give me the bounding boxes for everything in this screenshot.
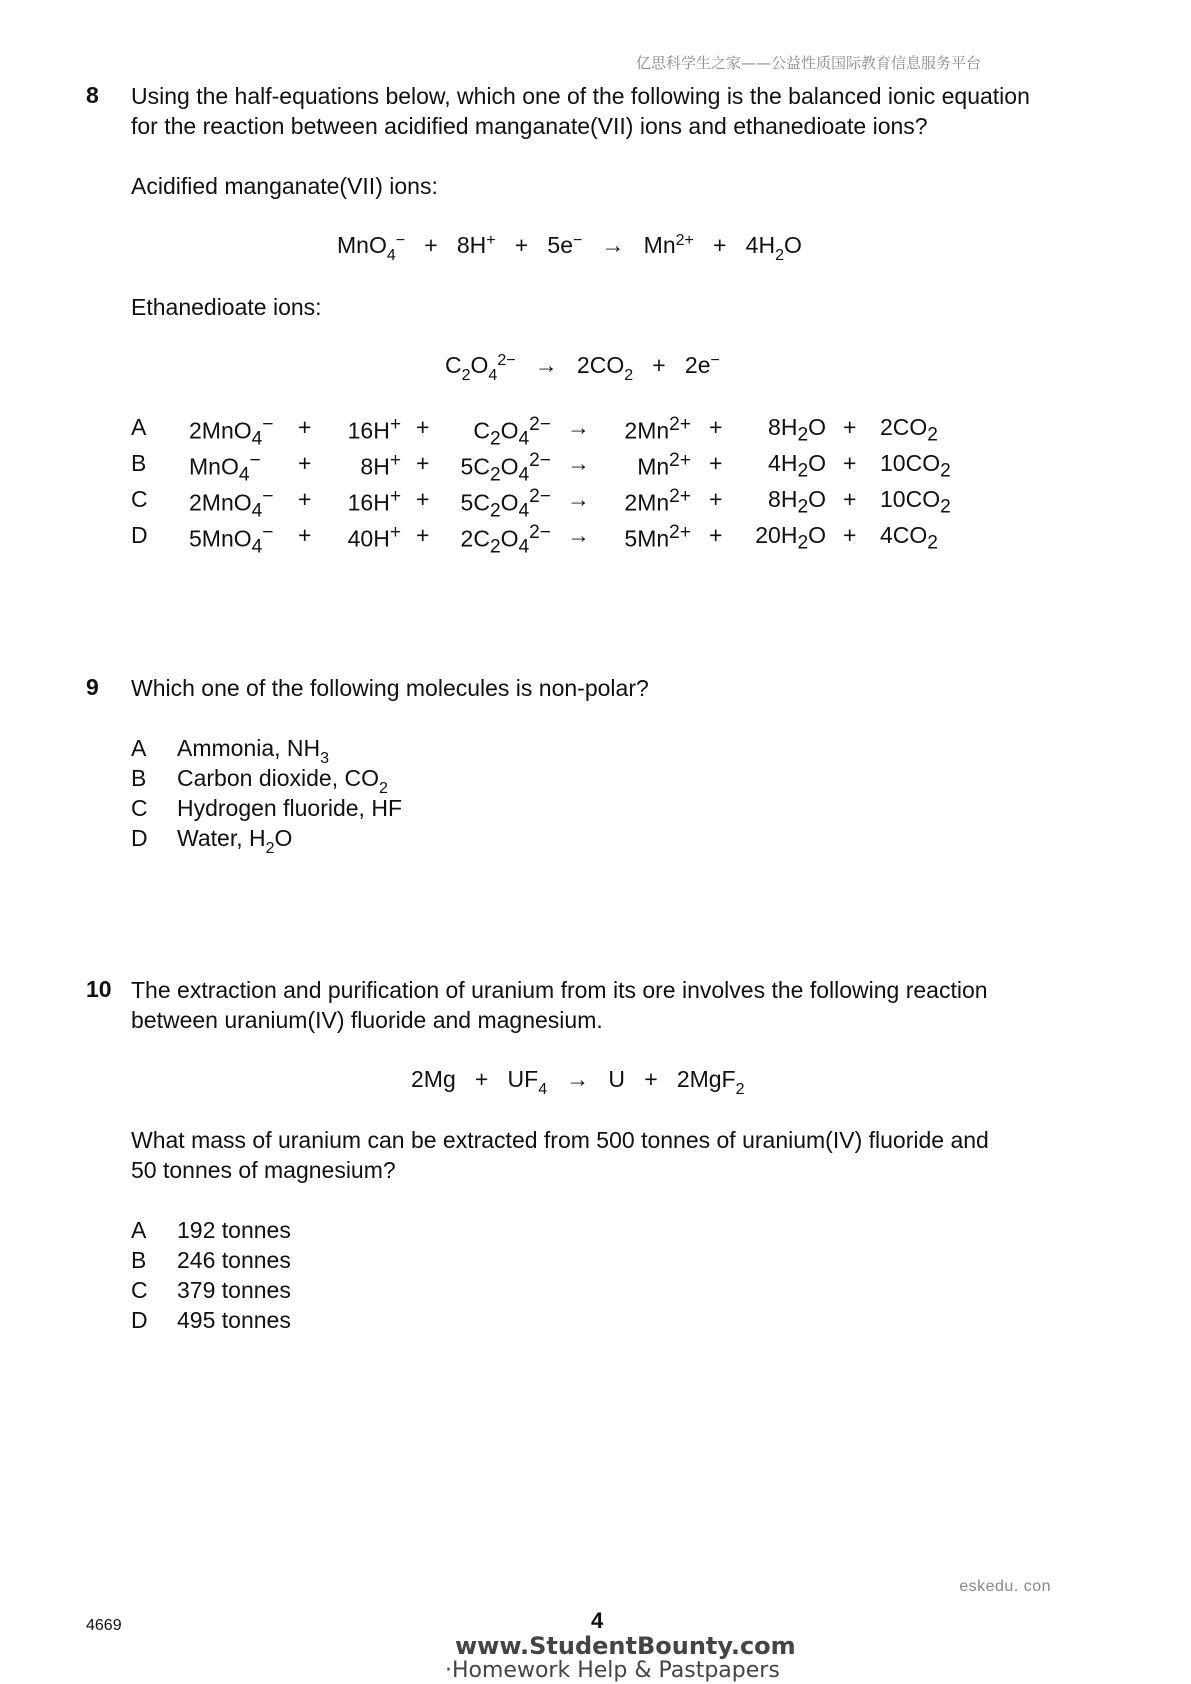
- plus-sign: +: [298, 414, 312, 440]
- option-text: Water, $H_2O$: [177, 825, 293, 857]
- option-reactant-3: $2C_2O_4^{2-}$: [460, 522, 551, 558]
- question-9-number: 9: [86, 674, 99, 700]
- plus-sign: +: [709, 450, 723, 476]
- question-9-text: Which one of the following molecules is non-polar?: [131, 675, 649, 701]
- option-reactant-3: $5C_2O_4^{2-}$: [460, 450, 551, 486]
- option-text: Carbon dioxide, $CO_2$: [177, 765, 388, 797]
- option-reactant-1: 2MnO$_4$−: [189, 486, 274, 522]
- arrow: →: [567, 522, 590, 548]
- paper-code: 4669: [86, 1617, 122, 1634]
- option-product-2: $8H_2O$: [768, 486, 826, 518]
- option-text: Hydrogen fluoride, HF: [177, 795, 402, 821]
- option-letter: B: [131, 450, 147, 476]
- plus-sign: +: [416, 522, 430, 548]
- studentbounty-tagline: ·Homework Help & Pastpapers: [445, 1658, 780, 1683]
- option-text: 495 tonnes: [177, 1307, 291, 1333]
- option-text: Ammonia, $NH_3$: [177, 735, 330, 767]
- half-equation-ethanedioate: $C_2O_4^{2-} \to 2CO_2 + 2e^-$: [445, 352, 720, 384]
- plus-sign: +: [298, 450, 312, 476]
- option-row[interactable]: [131, 414, 971, 448]
- option-reactant-1: 5MnO$_4$−: [189, 522, 274, 558]
- plus-sign: +: [416, 450, 430, 476]
- half-equation-manganate: $MnO_4^- + 8H^+ + 5e^- \to Mn^{2+} + 4H_2O$: [337, 232, 802, 264]
- option-reactant-2: 8H+: [360, 450, 401, 480]
- plus-sign: +: [843, 522, 857, 548]
- option-product-1: $2Mn^{2+}$: [624, 414, 691, 444]
- option-reactant-2: 16H+: [347, 486, 401, 516]
- option-letter: D: [131, 1307, 148, 1333]
- option-letter: B: [131, 1247, 147, 1273]
- label-acidified-manganate: Acidified manganate(VII) ions:: [131, 173, 438, 199]
- plus-sign: +: [709, 522, 723, 548]
- option-letter: B: [131, 765, 147, 791]
- plus-sign: +: [416, 414, 430, 440]
- option-product-1: $2Mn^{2+}$: [624, 486, 691, 516]
- question-10-line-1: The extraction and purification of uranium from its ore involves the following reaction: [131, 977, 988, 1003]
- arrow: →: [567, 486, 590, 512]
- option-letter: A: [131, 735, 147, 761]
- option-reactant-1: MnO$_4$−: [189, 450, 261, 486]
- option-letter: A: [131, 414, 147, 440]
- option-letter: D: [131, 825, 148, 851]
- page-number: 4: [591, 1608, 604, 1633]
- question-8-line-2: for the reaction between acidified manganate(VII) ions and ethanedioate ions?: [131, 113, 928, 139]
- option-letter: C: [131, 795, 148, 821]
- plus-sign: +: [843, 414, 857, 440]
- studentbounty-link[interactable]: www.StudentBounty.com: [455, 1632, 796, 1660]
- plus-sign: +: [298, 486, 312, 512]
- option-product-3: $2CO_2$: [880, 414, 938, 446]
- option-reactant-3: $5C_2O_4^{2-}$: [460, 486, 551, 522]
- arrow: →: [567, 414, 590, 440]
- option-product-3: $10CO_2$: [880, 450, 951, 482]
- option-row[interactable]: [131, 522, 971, 556]
- plus-sign: +: [416, 486, 430, 512]
- option-product-1: $5Mn^{2+}$: [624, 522, 691, 552]
- option-product-2: $4H_2O$: [768, 450, 826, 482]
- option-text: 379 tonnes: [177, 1277, 291, 1303]
- question-8-number: 8: [86, 82, 99, 108]
- option-letter: C: [131, 486, 148, 512]
- option-reactant-2: 16H+: [347, 414, 401, 444]
- label-ethanedioate: Ethanedioate ions:: [131, 294, 322, 320]
- watermark-header: 亿思科学生之家——公益性质国际教育信息服务平台: [635, 54, 981, 72]
- question-10-line-4: 50 tonnes of magnesium?: [131, 1157, 396, 1183]
- option-product-3: $4CO_2$: [880, 522, 938, 554]
- plus-sign: +: [843, 450, 857, 476]
- plus-sign: +: [709, 414, 723, 440]
- option-reactant-3: $C_2O_4^{2-}$: [473, 414, 551, 450]
- plus-sign: +: [298, 522, 312, 548]
- option-letter: C: [131, 1277, 148, 1303]
- option-text: 246 tonnes: [177, 1247, 291, 1273]
- option-reactant-2: 40H+: [347, 522, 401, 552]
- option-product-2: $8H_2O$: [768, 414, 826, 446]
- option-product-3: $10CO_2$: [880, 486, 951, 518]
- option-reactant-1: 2MnO$_4$−: [189, 414, 274, 450]
- option-letter: D: [131, 522, 148, 548]
- question-10-line-2: between uranium(IV) fluoride and magnesium.: [131, 1007, 603, 1033]
- option-row[interactable]: [131, 450, 971, 484]
- question-10-number: 10: [86, 976, 112, 1002]
- question-10-line-3: What mass of uranium can be extracted from 500 tonnes of uranium(IV) fluoride and: [131, 1127, 989, 1153]
- option-row[interactable]: [131, 486, 971, 520]
- uranium-equation: $2Mg + UF_4 \to U + 2MgF_2$: [411, 1066, 745, 1098]
- option-letter: A: [131, 1217, 147, 1243]
- plus-sign: +: [709, 486, 723, 512]
- option-product-2: $20H_2O$: [755, 522, 826, 554]
- eskedu-watermark: eskedu. con: [959, 1578, 1051, 1595]
- question-8-line-1: Using the half-equations below, which one of the following is the balanced ionic equation: [131, 83, 1030, 109]
- plus-sign: +: [843, 486, 857, 512]
- arrow: →: [567, 450, 590, 476]
- option-product-1: $Mn^{2+}$: [637, 450, 691, 480]
- option-text: 192 tonnes: [177, 1217, 291, 1243]
